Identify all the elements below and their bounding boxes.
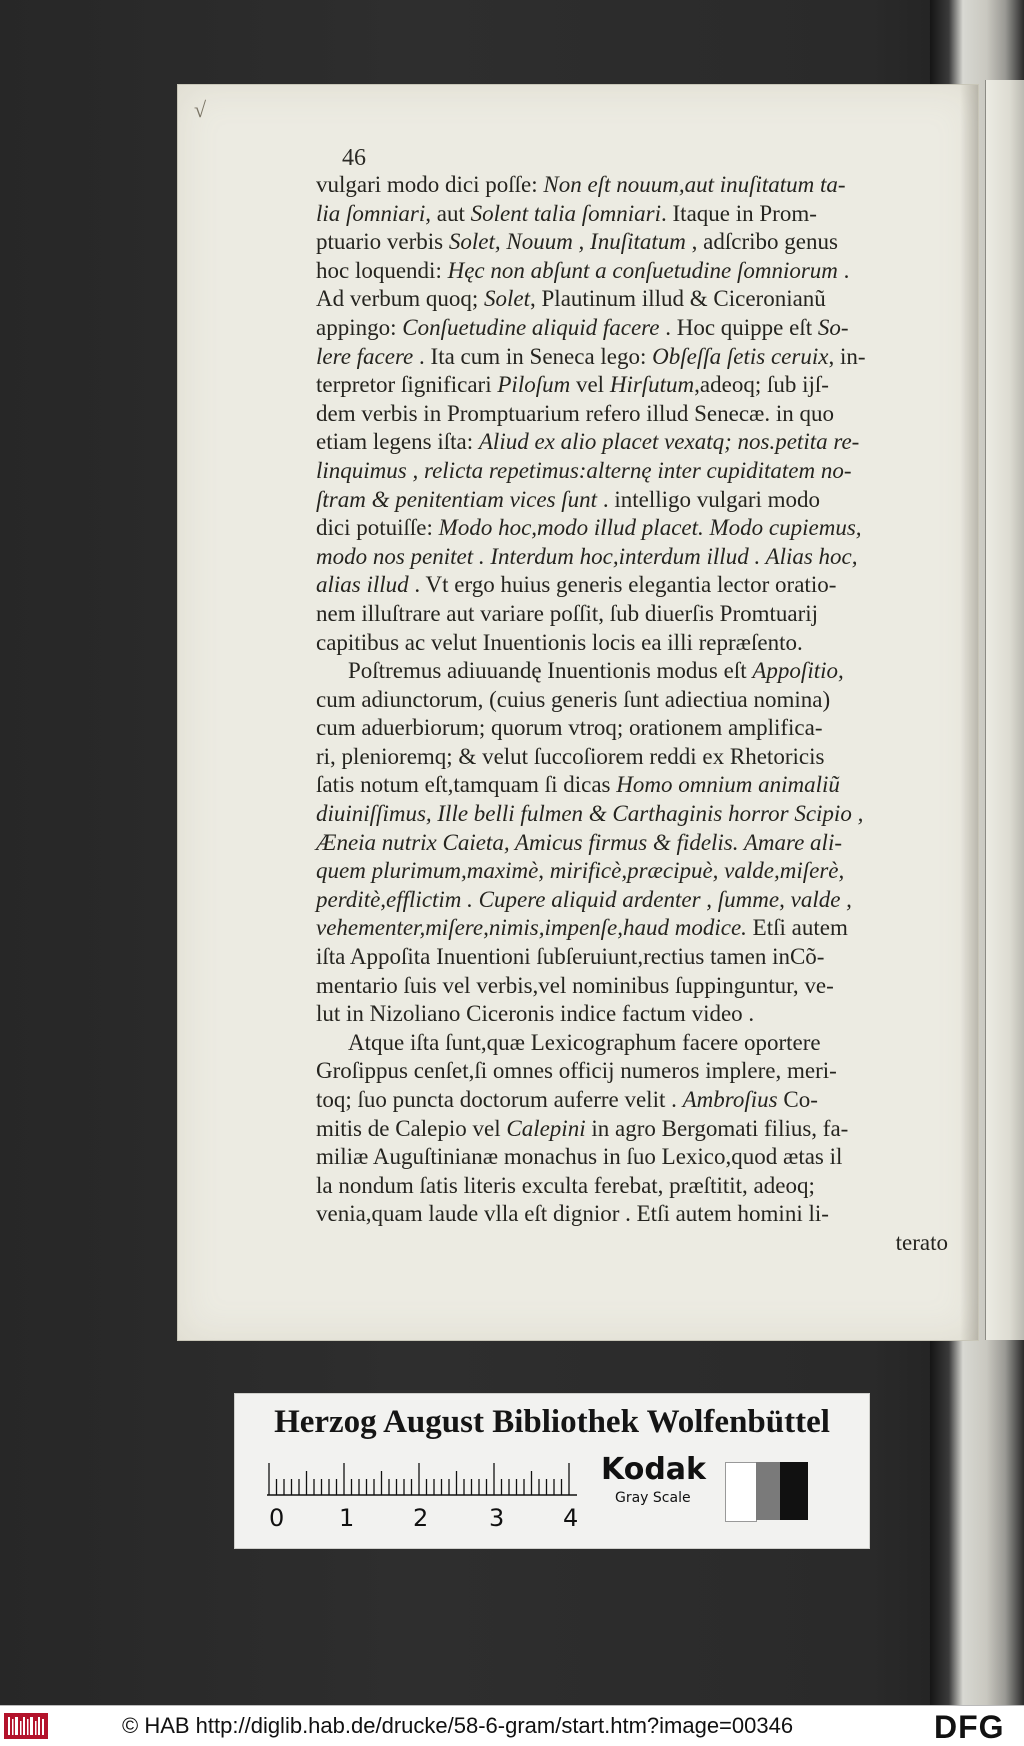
roman-segment: . Vt ergo huius generis elegantia lector oratio- [408,572,837,598]
text-line [316,1086,948,1115]
text-line [316,257,948,286]
page-text [316,171,948,1258]
italic-segment: Modo hoc,modo illud placet. Modo cupiemus, [438,515,862,541]
italic-segment: Hęc non abſunt a conſuetudine ſomniorum [447,257,838,283]
roman-segment: iſta Appoſita Inuentioni ſubſeruiunt,rectius tamen inCõ- [316,944,825,970]
text-line [316,1229,948,1258]
facing-page-edge [985,80,1024,1340]
italic-segment: Æneia nutrix Caieta, Amicus firmus & fidelis. Amare ali- [316,829,843,855]
text-line [316,514,948,543]
page-number: 46 [342,145,366,171]
roman-segment: Groſippus cenſet,ſi omnes officij numeros implere, meri- [316,1058,837,1084]
text-line [316,857,948,886]
text-line [316,428,948,457]
text-line [316,1143,948,1172]
text-line [316,943,948,972]
library-name: Herzog August Bibliothek Wolfenbüttel [274,1404,830,1440]
hab-barcode-icon [4,1713,48,1739]
text-line [316,829,948,858]
text-line [316,914,948,943]
text-line [316,1115,948,1144]
swatch-white [725,1462,757,1522]
roman-segment: . Itaque in Prom- [661,200,817,226]
ruler-scale [267,1462,577,1496]
ruler-label-3: 3 [489,1504,505,1532]
text-line [316,1057,948,1086]
roman-segment: ptuario verbis [316,229,449,255]
roman-segment: venia,quam laude vlla eſt dignior . Etſi autem homini li- [316,1201,829,1227]
roman-segment: , adſcribo genus [685,229,838,255]
text-line [316,1000,948,1029]
italic-segment: Obſeſſa ſetis ceruix [652,343,829,369]
text-line [316,743,948,772]
text-line [316,285,948,314]
text-line [316,543,948,572]
ruler-label-0: 0 [269,1504,285,1532]
italic-segment: linquimus , relicta repetimus:alternę inter cupiditatem no- [316,457,852,483]
ruler-label-2: 2 [413,1504,429,1532]
roman-segment: Co- [777,1087,818,1112]
italic-segment: Calepini [506,1115,586,1141]
roman-segment: ,adeoq; ſub ijſ- [694,372,829,398]
roman-segment: cum aduerbiorum; quorum vtroq; orationem amplifica- [316,715,823,741]
roman-segment: appingo: [316,314,403,340]
text-line [316,600,948,629]
italic-segment: diuiniſſimus, Ille belli fulmen & Carthaginis horror Scipio , [316,801,864,827]
roman-segment: lut in Nizoliano Ciceronis indice factum video . [316,1001,755,1027]
swatch-black [780,1462,808,1520]
italic-segment: lere facere [316,343,414,369]
text-line [316,571,948,600]
roman-segment: miliæ Auguſtinianæ monachus in ſuo Lexico,quod ætas il [316,1144,843,1170]
italic-segment: vehementer,miſere,nimis,impenſe,haud modice. [316,915,747,941]
italic-segment: Piloſum [497,372,571,398]
italic-segment: So- [817,314,849,340]
roman-segment: in agro Bergomati filius, fa- [585,1115,849,1141]
roman-segment: aut [436,200,471,226]
roman-segment: . Hoc quippe eſt [659,314,818,340]
text-line [316,886,948,915]
roman-segment: mitis de Calepio vel [316,1115,507,1141]
kodak-brand: Kodak [601,1452,706,1487]
italic-segment: Solet [484,286,531,312]
italic-segment: alias illud [316,572,409,598]
text-line [316,343,948,372]
italic-segment: Ambroſius [682,1087,778,1112]
text-line [316,800,948,829]
roman-segment: Etſi autem [746,915,848,941]
roman-segment: vulgari modo dici poſſe: [316,172,544,197]
roman-segment: vel [570,372,610,398]
text-line [316,314,948,343]
roman-segment: dici potuiſſe: [316,515,439,541]
text-line [316,457,948,486]
italic-segment: Non eſt nouum,aut inuſitatum ta- [543,172,846,197]
roman-segment: Poſtremus adiuuandę Inuentionis modus eſt [348,658,753,684]
italic-segment: Conſuetudine aliquid facere [402,314,660,340]
roman-segment: cum adiunctorum, (cuius generis ſunt adiectiua nomina) [316,686,831,712]
roman-segment: ri, plenioremq; & velut ſuccoſiorem reddi ex Rhetoricis [316,743,825,769]
text-line [316,200,948,229]
italic-segment: Solent talia ſomniari [470,200,662,226]
text-line [316,171,948,200]
italic-segment: Homo omnium animaliũ [616,772,840,798]
roman-segment: nem illuſtrare aut variare poſſit, ſub diuerſis Promtuarij [316,600,819,626]
italic-segment: ſtram & penitentiam vices ſunt [316,486,598,512]
text-line [316,400,948,429]
text-line [316,686,948,715]
roman-segment: . intelligo vulgari modo [597,486,821,512]
text-line [316,714,948,743]
page-gutter-shadow [960,85,978,1340]
text-line [316,629,948,658]
dfg-logo: DFG [934,1709,1005,1745]
italic-segment: lia ſomniari, [316,200,437,226]
text-line [316,371,948,400]
roman-segment: terato [895,1229,948,1255]
swatch-gray [756,1462,780,1520]
text-line [316,972,948,1001]
italic-segment: Hirſutum [609,372,695,398]
roman-segment: . Ita cum in Seneca lego: [413,343,653,369]
roman-segment: , in- [828,343,866,369]
italic-segment: perditè,efflictim . Cupere aliquid ardenter , ſumme, valde , [316,886,852,912]
roman-segment: . [837,257,850,283]
text-line [316,771,948,800]
roman-segment: toq; ſuo puncta doctorum auferre velit . [316,1087,683,1112]
roman-segment: hoc loquendi: [316,257,448,283]
roman-segment: ſatis notum eſt,tamquam ſi dicas [316,772,617,798]
text-line [316,1200,948,1229]
roman-segment: dem verbis in Promptuarium refero illud Senecæ. in quo [316,400,835,426]
ruler-label-4: 4 [563,1504,579,1532]
italic-segment: Aliud ex alio placet vexatq; nos.petita re- [478,429,860,455]
text-line [316,228,948,257]
roman-segment: Ad verbum quoq; [316,286,485,312]
gray-scale-label: Gray Scale [615,1490,691,1506]
roman-segment: etiam legens iſta: [316,429,479,455]
italic-segment: quem plurimum,maximè, mirificè,præcipuè, valde,miſerè, [316,858,845,884]
roman-segment: terpretor ſignificari [316,372,498,398]
pencil-mark: √ [194,97,207,122]
italic-segment: modo nos penitet . Interdum hoc,interdum illud . Alias hoc, [316,543,858,569]
footer-bar [0,1705,1024,1746]
text-line [316,657,948,686]
roman-segment: , Plautinum illud & Ciceronianũ [530,286,826,312]
italic-segment: Appoſitio, [752,658,844,684]
color-card [234,1393,870,1549]
roman-segment: Atque iſta ſunt,quæ Lexicographum facere oportere [348,1029,821,1055]
roman-segment: la nondum ſatis literis exculta ferebat, præſtitit, adeoq; [316,1172,815,1198]
roman-segment: mentario ſuis vel verbis,vel nominibus ſuppinguntur, ve- [316,972,834,998]
text-line [316,1172,948,1201]
source-url-link[interactable]: © HAB http://diglib.hab.de/drucke/58-6-gram/start.htm?image=00346 [122,1713,794,1738]
italic-segment: Solet, Nouum , Inuſitatum [448,229,686,255]
book-page [178,85,978,1340]
roman-segment: capitibus ac velut Inuentionis locis ea illi repræſento. [316,629,803,655]
ruler-label-1: 1 [339,1504,355,1532]
text-line [316,486,948,515]
text-line [316,1029,948,1058]
